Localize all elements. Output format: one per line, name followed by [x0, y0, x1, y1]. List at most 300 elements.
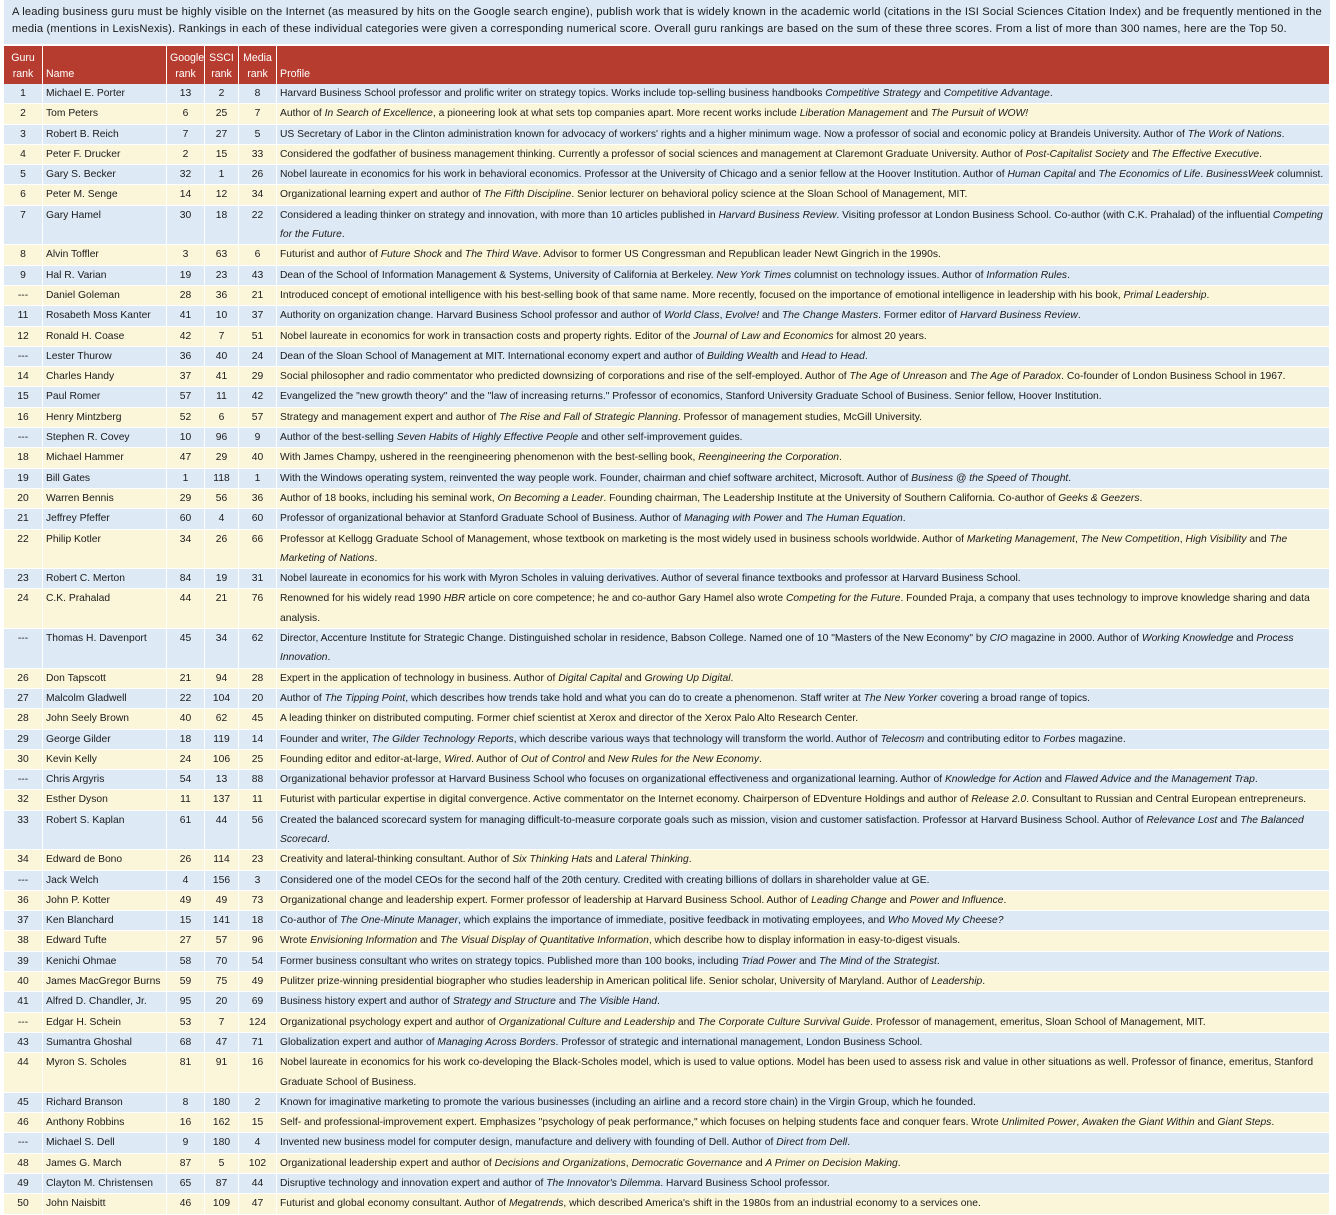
- header-guru-rank-line2: rank: [12, 68, 34, 80]
- cell-name: Stephen R. Covey: [43, 428, 167, 448]
- table-row: [4, 1013, 1330, 1033]
- cell-google-rank: 87: [167, 1154, 205, 1174]
- cell-guru-rank: 20: [4, 489, 43, 509]
- cell-media-rank: 124: [239, 1013, 277, 1033]
- table-row: [4, 347, 1330, 367]
- cell-media-rank: 11: [239, 790, 277, 810]
- cell-name: Thomas H. Davenport: [43, 629, 167, 669]
- cell-guru-rank: 30: [4, 750, 43, 770]
- table-row: [4, 367, 1330, 387]
- cell-guru-rank: 34: [4, 850, 43, 870]
- table-row: [4, 891, 1330, 911]
- table-row: [4, 509, 1330, 529]
- cell-ssci-rank: 20: [205, 992, 239, 1012]
- cell-media-rank: 25: [239, 750, 277, 770]
- cell-name: Peter F. Drucker: [43, 145, 167, 165]
- cell-google-rank: 11: [167, 790, 205, 810]
- cell-name: Myron S. Scholes: [43, 1053, 167, 1093]
- cell-ssci-rank: 40: [205, 347, 239, 367]
- cell-google-rank: 21: [167, 669, 205, 689]
- cell-name: Gary S. Becker: [43, 165, 167, 185]
- cell-name: Michael S. Dell: [43, 1133, 167, 1153]
- table-row: [4, 206, 1330, 246]
- cell-google-rank: 19: [167, 266, 205, 286]
- cell-profile: US Secretary of Labor in the Clinton administration known for advocacy of workers' rights and a higher minimum wage. Now a professor of social and economic policy at Brandeis University. Author of The Work of Nations.: [277, 125, 1330, 145]
- cell-guru-rank: ---: [4, 1133, 43, 1153]
- cell-ssci-rank: 18: [205, 206, 239, 246]
- cell-google-rank: 30: [167, 206, 205, 246]
- cell-guru-rank: 2: [4, 104, 43, 124]
- cell-name: Richard Branson: [43, 1093, 167, 1113]
- cell-media-rank: 62: [239, 629, 277, 669]
- cell-name: Clayton M. Christensen: [43, 1174, 167, 1194]
- header-row: [4, 46, 1330, 84]
- cell-profile: Former business consultant who writes on strategy topics. Published more than 100 books, including Triad Power and The Mind of the Strategist.: [277, 952, 1330, 972]
- cell-name: Don Tapscott: [43, 669, 167, 689]
- cell-name: Alvin Toffler: [43, 245, 167, 265]
- cell-google-rank: 32: [167, 165, 205, 185]
- cell-ssci-rank: 36: [205, 286, 239, 306]
- cell-name: John Naisbitt: [43, 1194, 167, 1214]
- cell-google-rank: 24: [167, 750, 205, 770]
- cell-guru-rank: 1: [4, 84, 43, 104]
- cell-ssci-rank: 104: [205, 689, 239, 709]
- cell-profile: Evangelized the "new growth theory" and the "law of increasing returns." Professor of economics, Stanford University Graduate School of Business. Senior fellow, Hoover Institution.: [277, 387, 1330, 407]
- cell-ssci-rank: 180: [205, 1133, 239, 1153]
- cell-name: Jack Welch: [43, 871, 167, 891]
- table-row: [4, 811, 1330, 851]
- table-row: [4, 245, 1330, 265]
- cell-name: Peter M. Senge: [43, 185, 167, 205]
- cell-ssci-rank: 118: [205, 469, 239, 489]
- cell-ssci-rank: 141: [205, 911, 239, 931]
- cell-guru-rank: 9: [4, 266, 43, 286]
- header-guru-rank-line1: Guru: [11, 52, 35, 64]
- cell-media-rank: 44: [239, 1174, 277, 1194]
- table-row: [4, 408, 1330, 428]
- cell-profile: Organizational leadership expert and author of Decisions and Organizations, Democratic Governance and A Primer on Decision Making.: [277, 1154, 1330, 1174]
- cell-guru-rank: 33: [4, 811, 43, 851]
- cell-media-rank: 26: [239, 165, 277, 185]
- cell-name: John Seely Brown: [43, 709, 167, 729]
- cell-media-rank: 34: [239, 185, 277, 205]
- cell-profile: Considered the godfather of business management thinking. Currently a professor of social sciences and management at Claremont Graduate University. Author of Post-Capitalist Society and The Effective Executive.: [277, 145, 1330, 165]
- table-row: [4, 387, 1330, 407]
- cell-name: Chris Argyris: [43, 770, 167, 790]
- cell-google-rank: 4: [167, 871, 205, 891]
- cell-guru-rank: 46: [4, 1113, 43, 1133]
- cell-ssci-rank: 26: [205, 530, 239, 570]
- cell-name: Rosabeth Moss Kanter: [43, 306, 167, 326]
- cell-guru-rank: 40: [4, 972, 43, 992]
- intro-text: A leading business guru must be highly visible on the Internet (as measured by hits on the Google search engine), publish work that is widely known in the academic world (citations in the ISI Social Sciences Citation Index) and be frequently mentioned in the media (mentions in LexisNexis). Rankings in each of these individual categories were given a corresponding numerical score. Overall guru rankings are based on the sum of these three scores. From a list of more than 300 names, here are the Top 50.: [4, 0, 1330, 44]
- cell-ssci-rank: 34: [205, 629, 239, 669]
- table-row: [4, 931, 1330, 951]
- cell-name: Hal R. Varian: [43, 266, 167, 286]
- cell-profile: Authority on organization change. Harvard Business School professor and author of World Class, Evolve! and The Change Masters. Former editor of Harvard Business Review.: [277, 306, 1330, 326]
- cell-profile: Known for imaginative marketing to promote the various businesses (including an airline and a record store chain) in the Virgin Group, which he founded.: [277, 1093, 1330, 1113]
- table-row: [4, 992, 1330, 1012]
- cell-media-rank: 29: [239, 367, 277, 387]
- cell-google-rank: 7: [167, 125, 205, 145]
- cell-profile: Social philosopher and radio commentator who predicted downsizing of corporations and rise of the self-employed. Author of The Age of Unreason and The Age of Paradox. Co-founder of London Business School in 1967.: [277, 367, 1330, 387]
- cell-google-rank: 46: [167, 1194, 205, 1214]
- cell-profile: Disruptive technology and innovation expert and author of The Innovator's Dilemma. Harvard Business School professor.: [277, 1174, 1330, 1194]
- cell-guru-rank: 6: [4, 185, 43, 205]
- table-row: [4, 448, 1330, 468]
- cell-guru-rank: 26: [4, 669, 43, 689]
- cell-guru-rank: 22: [4, 530, 43, 570]
- cell-media-rank: 31: [239, 569, 277, 589]
- cell-google-rank: 42: [167, 327, 205, 347]
- cell-google-rank: 8: [167, 1093, 205, 1113]
- cell-media-rank: 14: [239, 730, 277, 750]
- cell-name: Edward Tufte: [43, 931, 167, 951]
- cell-guru-rank: 4: [4, 145, 43, 165]
- cell-media-rank: 66: [239, 530, 277, 570]
- cell-guru-rank: 24: [4, 589, 43, 629]
- table-row: [4, 669, 1330, 689]
- cell-ssci-rank: 6: [205, 408, 239, 428]
- cell-ssci-rank: 70: [205, 952, 239, 972]
- cell-guru-rank: 44: [4, 1053, 43, 1093]
- cell-ssci-rank: 63: [205, 245, 239, 265]
- cell-name: George Gilder: [43, 730, 167, 750]
- cell-profile: Renowned for his widely read 1990 HBR article on core competence; he and co-author Gary Hamel also wrote Competing for the Future. Founded Praja, a company that uses technology to improve knowledge sharing and data analysis.: [277, 589, 1330, 629]
- cell-ssci-rank: 87: [205, 1174, 239, 1194]
- cell-ssci-rank: 2: [205, 84, 239, 104]
- cell-media-rank: 60: [239, 509, 277, 529]
- table-row: [4, 790, 1330, 810]
- table-row: [4, 185, 1330, 205]
- cell-google-rank: 45: [167, 629, 205, 669]
- cell-ssci-rank: 5: [205, 1154, 239, 1174]
- cell-profile: Futurist with particular expertise in digital convergence. Active commentator on the Internet economy. Chairperson of EDventure Holdings and author of Release 2.0. Consultant to Russian and Central European entrepreneurs.: [277, 790, 1330, 810]
- cell-profile: Dean of the School of Information Management & Systems, University of California at Berkeley. New York Times columnist on technology issues. Author of Information Rules.: [277, 266, 1330, 286]
- cell-ssci-rank: 156: [205, 871, 239, 891]
- cell-google-rank: 28: [167, 286, 205, 306]
- table-row: [4, 165, 1330, 185]
- cell-media-rank: 22: [239, 206, 277, 246]
- cell-name: Kevin Kelly: [43, 750, 167, 770]
- cell-ssci-rank: 162: [205, 1113, 239, 1133]
- cell-google-rank: 58: [167, 952, 205, 972]
- cell-media-rank: 56: [239, 811, 277, 851]
- cell-name: Henry Mintzberg: [43, 408, 167, 428]
- cell-guru-rank: ---: [4, 629, 43, 669]
- cell-media-rank: 102: [239, 1154, 277, 1174]
- cell-profile: Futurist and author of Future Shock and The Third Wave. Advisor to former US Congressman and Republican leader Newt Gingrich in the 1990s.: [277, 245, 1330, 265]
- cell-media-rank: 20: [239, 689, 277, 709]
- cell-google-rank: 84: [167, 569, 205, 589]
- cell-guru-rank: 37: [4, 911, 43, 931]
- cell-media-rank: 96: [239, 931, 277, 951]
- cell-guru-rank: 5: [4, 165, 43, 185]
- table-row: [4, 1194, 1330, 1214]
- cell-guru-rank: ---: [4, 871, 43, 891]
- table-row: [4, 629, 1330, 669]
- cell-media-rank: 7: [239, 104, 277, 124]
- cell-name: Warren Bennis: [43, 489, 167, 509]
- cell-profile: Author of The Tipping Point, which describes how trends take hold and what you can do to create a phenomenon. Staff writer at The New Yorker covering a broad range of topics.: [277, 689, 1330, 709]
- cell-profile: Dean of the Sloan School of Management at MIT. International economy expert and author of Building Wealth and Head to Head.: [277, 347, 1330, 367]
- cell-ssci-rank: 44: [205, 811, 239, 851]
- cell-ssci-rank: 106: [205, 750, 239, 770]
- cell-media-rank: 33: [239, 145, 277, 165]
- table-row: [4, 952, 1330, 972]
- table-row: [4, 428, 1330, 448]
- cell-ssci-rank: 180: [205, 1093, 239, 1113]
- cell-google-rank: 13: [167, 84, 205, 104]
- cell-ssci-rank: 119: [205, 730, 239, 750]
- cell-guru-rank: 43: [4, 1033, 43, 1053]
- cell-profile: A leading thinker on distributed computing. Former chief scientist at Xerox and director of the Xerox Palo Alto Research Center.: [277, 709, 1330, 729]
- cell-ssci-rank: 15: [205, 145, 239, 165]
- table-row: [4, 850, 1330, 870]
- cell-ssci-rank: 47: [205, 1033, 239, 1053]
- header-guru-rank: [4, 46, 43, 84]
- cell-ssci-rank: 13: [205, 770, 239, 790]
- cell-ssci-rank: 25: [205, 104, 239, 124]
- cell-profile: Author of the best-selling Seven Habits of Highly Effective People and other self-improvement guides.: [277, 428, 1330, 448]
- table-row: [4, 1093, 1330, 1113]
- cell-media-rank: 5: [239, 125, 277, 145]
- cell-google-rank: 36: [167, 347, 205, 367]
- cell-name: Anthony Robbins: [43, 1113, 167, 1133]
- table-row: [4, 569, 1330, 589]
- table-row: [4, 972, 1330, 992]
- cell-google-rank: 9: [167, 1133, 205, 1153]
- cell-ssci-rank: 137: [205, 790, 239, 810]
- cell-name: Robert C. Merton: [43, 569, 167, 589]
- cell-name: Alfred D. Chandler, Jr.: [43, 992, 167, 1012]
- cell-profile: Considered a leading thinker on strategy and innovation, with more than 10 articles published in Harvard Business Review. Visiting professor at London Business School. Co-author (with C.K. Prahalad) of the influential Competing for the Future.: [277, 206, 1330, 246]
- header-ssci-rank-line2: rank: [211, 68, 232, 80]
- cell-name: Paul Romer: [43, 387, 167, 407]
- cell-google-rank: 3: [167, 245, 205, 265]
- cell-guru-rank: 19: [4, 469, 43, 489]
- cell-profile: Director, Accenture Institute for Strategic Change. Distinguished scholar in residence, Babson College. Named one of 10 "Masters of the New Economy" by CIO magazine in 2000. Author of Working Knowledge and Process Innovation.: [277, 629, 1330, 669]
- cell-guru-rank: 14: [4, 367, 43, 387]
- table-row: [4, 871, 1330, 891]
- cell-profile: Organizational learning expert and author of The Fifth Discipline. Senior lecturer on behavioral policy science at the Sloan School of Management, MIT.: [277, 185, 1330, 205]
- table-row: [4, 530, 1330, 570]
- table-row: [4, 589, 1330, 629]
- table-row: [4, 1133, 1330, 1153]
- header-profile: Profile: [277, 46, 1330, 84]
- cell-guru-rank: 38: [4, 931, 43, 951]
- table-row: [4, 1174, 1330, 1194]
- cell-profile: With the Windows operating system, reinvented the way people work. Founder, chairman and chief software architect, Microsoft. Author of Business @ the Speed of Thought.: [277, 469, 1330, 489]
- cell-media-rank: 49: [239, 972, 277, 992]
- cell-guru-rank: ---: [4, 286, 43, 306]
- cell-name: Edgar H. Schein: [43, 1013, 167, 1033]
- cell-guru-rank: ---: [4, 770, 43, 790]
- cell-media-rank: 40: [239, 448, 277, 468]
- cell-profile: Wrote Envisioning Information and The Visual Display of Quantitative Information, which describe how to display information in easy-to-digest visuals.: [277, 931, 1330, 951]
- cell-ssci-rank: 96: [205, 428, 239, 448]
- cell-guru-rank: 49: [4, 1174, 43, 1194]
- cell-profile: Nobel laureate in economics for his work with Myron Scholes in valuing derivatives. Author of several finance textbooks and professor at Harvard Business School.: [277, 569, 1330, 589]
- cell-media-rank: 23: [239, 850, 277, 870]
- cell-guru-rank: 32: [4, 790, 43, 810]
- header-media-rank: [239, 46, 277, 84]
- cell-google-rank: 53: [167, 1013, 205, 1033]
- cell-profile: Creativity and lateral-thinking consultant. Author of Six Thinking Hats and Lateral Thinking.: [277, 850, 1330, 870]
- cell-media-rank: 16: [239, 1053, 277, 1093]
- cell-name: Esther Dyson: [43, 790, 167, 810]
- cell-name: Ken Blanchard: [43, 911, 167, 931]
- header-google-rank-line1: Google: [170, 52, 205, 64]
- table-row: [4, 266, 1330, 286]
- cell-guru-rank: ---: [4, 347, 43, 367]
- cell-media-rank: 4: [239, 1133, 277, 1153]
- cell-guru-rank: 3: [4, 125, 43, 145]
- cell-profile: Nobel laureate in economics for his work in behavioral economics. Professor at the University of Chicago and a senior fellow at the Hoover Institution. Author of Human Capital and The Economics of Life. BusinessWeek columnist.: [277, 165, 1330, 185]
- cell-guru-rank: 21: [4, 509, 43, 529]
- cell-google-rank: 14: [167, 185, 205, 205]
- table-body: [4, 84, 1330, 1215]
- cell-profile: Professor of organizational behavior at Stanford Graduate School of Business. Author of Managing with Power and The Human Equation.: [277, 509, 1330, 529]
- cell-ssci-rank: 21: [205, 589, 239, 629]
- cell-ssci-rank: 109: [205, 1194, 239, 1214]
- cell-google-rank: 44: [167, 589, 205, 629]
- cell-media-rank: 88: [239, 770, 277, 790]
- cell-google-rank: 1: [167, 469, 205, 489]
- cell-name: Philip Kotler: [43, 530, 167, 570]
- cell-profile: Pulitzer prize-winning presidential biographer who studies leadership in American political life. Senior scholar, University of Maryland. Author of Leadership.: [277, 972, 1330, 992]
- table-row: [4, 770, 1330, 790]
- cell-google-rank: 6: [167, 104, 205, 124]
- table-row: [4, 286, 1330, 306]
- cell-ssci-rank: 91: [205, 1053, 239, 1093]
- cell-media-rank: 73: [239, 891, 277, 911]
- cell-ssci-rank: 23: [205, 266, 239, 286]
- header-name: Name: [43, 46, 167, 84]
- cell-profile: Introduced concept of emotional intelligence with his best-selling book of that same name. More recently, focused on the importance of emotional intelligence in leadership with his book, Primal Leadership.: [277, 286, 1330, 306]
- cell-profile: Invented new business model for computer design, manufacture and delivery with founding of Dell. Author of Direct from Dell.: [277, 1133, 1330, 1153]
- table-row: [4, 1033, 1330, 1053]
- cell-media-rank: 37: [239, 306, 277, 326]
- cell-guru-rank: 18: [4, 448, 43, 468]
- cell-guru-rank: 39: [4, 952, 43, 972]
- cell-name: Sumantra Ghoshal: [43, 1033, 167, 1053]
- cell-guru-rank: 45: [4, 1093, 43, 1113]
- cell-media-rank: 71: [239, 1033, 277, 1053]
- cell-guru-rank: 11: [4, 306, 43, 326]
- cell-profile: Created the balanced scorecard system for managing difficult-to-measure corporate goals such as mission, vision and customer satisfaction. Professor at Harvard Business School. Author of Relevance Lost and The Balanced Scorecard.: [277, 811, 1330, 851]
- table-row: [4, 306, 1330, 326]
- cell-google-rank: 34: [167, 530, 205, 570]
- cell-profile: Expert in the application of technology in business. Author of Digital Capital and Growing Up Digital.: [277, 669, 1330, 689]
- cell-name: Bill Gates: [43, 469, 167, 489]
- cell-ssci-rank: 94: [205, 669, 239, 689]
- cell-media-rank: 43: [239, 266, 277, 286]
- cell-google-rank: 26: [167, 850, 205, 870]
- cell-media-rank: 8: [239, 84, 277, 104]
- cell-google-rank: 59: [167, 972, 205, 992]
- cell-guru-rank: 48: [4, 1154, 43, 1174]
- cell-google-rank: 10: [167, 428, 205, 448]
- cell-guru-rank: 16: [4, 408, 43, 428]
- header-google-rank: [167, 46, 205, 84]
- cell-media-rank: 15: [239, 1113, 277, 1133]
- cell-ssci-rank: 27: [205, 125, 239, 145]
- cell-ssci-rank: 7: [205, 1013, 239, 1033]
- cell-ssci-rank: 62: [205, 709, 239, 729]
- cell-profile: Globalization expert and author of Managing Across Borders. Professor of strategic and international management, London Business School.: [277, 1033, 1330, 1053]
- cell-guru-rank: 29: [4, 730, 43, 750]
- cell-name: Malcolm Gladwell: [43, 689, 167, 709]
- cell-media-rank: 76: [239, 589, 277, 629]
- cell-guru-rank: 12: [4, 327, 43, 347]
- guru-table: [4, 46, 1330, 1215]
- cell-guru-rank: ---: [4, 1013, 43, 1033]
- cell-ssci-rank: 29: [205, 448, 239, 468]
- table-row: [4, 750, 1330, 770]
- cell-google-rank: 37: [167, 367, 205, 387]
- cell-google-rank: 2: [167, 145, 205, 165]
- cell-guru-rank: 23: [4, 569, 43, 589]
- cell-media-rank: 54: [239, 952, 277, 972]
- table-row: [4, 730, 1330, 750]
- cell-profile: Organizational change and leadership expert. Former professor of leadership at Harvard Business School. Author of Leading Change and Power and Influence.: [277, 891, 1330, 911]
- cell-media-rank: 18: [239, 911, 277, 931]
- cell-media-rank: 57: [239, 408, 277, 428]
- cell-profile: Organizational behavior professor at Harvard Business School who focuses on organizational effectiveness and organizational learning. Author of Knowledge for Action and Flawed Advice and the Management Trap.: [277, 770, 1330, 790]
- cell-ssci-rank: 4: [205, 509, 239, 529]
- cell-profile: Organizational psychology expert and author of Organizational Culture and Leadership and The Corporate Culture Survival Guide. Professor of management, emeritus, Sloan School of Management, MIT.: [277, 1013, 1330, 1033]
- cell-media-rank: 2: [239, 1093, 277, 1113]
- cell-profile: Founder and writer, The Gilder Technology Reports, which describe various ways that technology will transform the world. Author of Telecosm and contributing editor to Forbes magazine.: [277, 730, 1330, 750]
- cell-name: Ronald H. Coase: [43, 327, 167, 347]
- cell-guru-rank: 27: [4, 689, 43, 709]
- cell-media-rank: 36: [239, 489, 277, 509]
- cell-media-rank: 51: [239, 327, 277, 347]
- cell-media-rank: 24: [239, 347, 277, 367]
- cell-profile: Nobel laureate in economics for his work co-developing the Black-Scholes model, which is used to value options. Model has been used to assess risk and value in other situations as well. Professor of finance, emeritus, Stanford Graduate School of Business.: [277, 1053, 1330, 1093]
- cell-profile: Professor at Kellogg Graduate School of Management, whose textbook on marketing is the most widely used in business schools worldwide. Author of Marketing Management, The New Competition, High Visibility and The Marketing of Nations.: [277, 530, 1330, 570]
- cell-ssci-rank: 49: [205, 891, 239, 911]
- cell-google-rank: 95: [167, 992, 205, 1012]
- cell-guru-rank: 36: [4, 891, 43, 911]
- cell-name: James G. March: [43, 1154, 167, 1174]
- cell-name: Daniel Goleman: [43, 286, 167, 306]
- table-row: [4, 1154, 1330, 1174]
- header-media-rank-line2: rank: [247, 68, 268, 80]
- cell-guru-rank: 7: [4, 206, 43, 246]
- table-row: [4, 104, 1330, 124]
- cell-ssci-rank: 57: [205, 931, 239, 951]
- cell-name: John P. Kotter: [43, 891, 167, 911]
- cell-media-rank: 28: [239, 669, 277, 689]
- table-row: [4, 125, 1330, 145]
- cell-profile: Co-author of The One-Minute Manager, which explains the importance of immediate, positive feedback in motivating employees, and Who Moved My Cheese?: [277, 911, 1330, 931]
- cell-google-rank: 60: [167, 509, 205, 529]
- cell-media-rank: 42: [239, 387, 277, 407]
- header-ssci-rank: [205, 46, 239, 84]
- table-row: [4, 1113, 1330, 1133]
- cell-profile: Author of In Search of Excellence, a pioneering look at what sets top companies apart. More recent works include Liberation Management and The Pursuit of WOW!: [277, 104, 1330, 124]
- cell-media-rank: 47: [239, 1194, 277, 1214]
- cell-name: Michael E. Porter: [43, 84, 167, 104]
- header-media-rank-line1: Media: [243, 52, 272, 64]
- cell-google-rank: 81: [167, 1053, 205, 1093]
- cell-ssci-rank: 1: [205, 165, 239, 185]
- header-ssci-rank-line1: SSCI: [209, 52, 234, 64]
- cell-google-rank: 15: [167, 911, 205, 931]
- cell-ssci-rank: 56: [205, 489, 239, 509]
